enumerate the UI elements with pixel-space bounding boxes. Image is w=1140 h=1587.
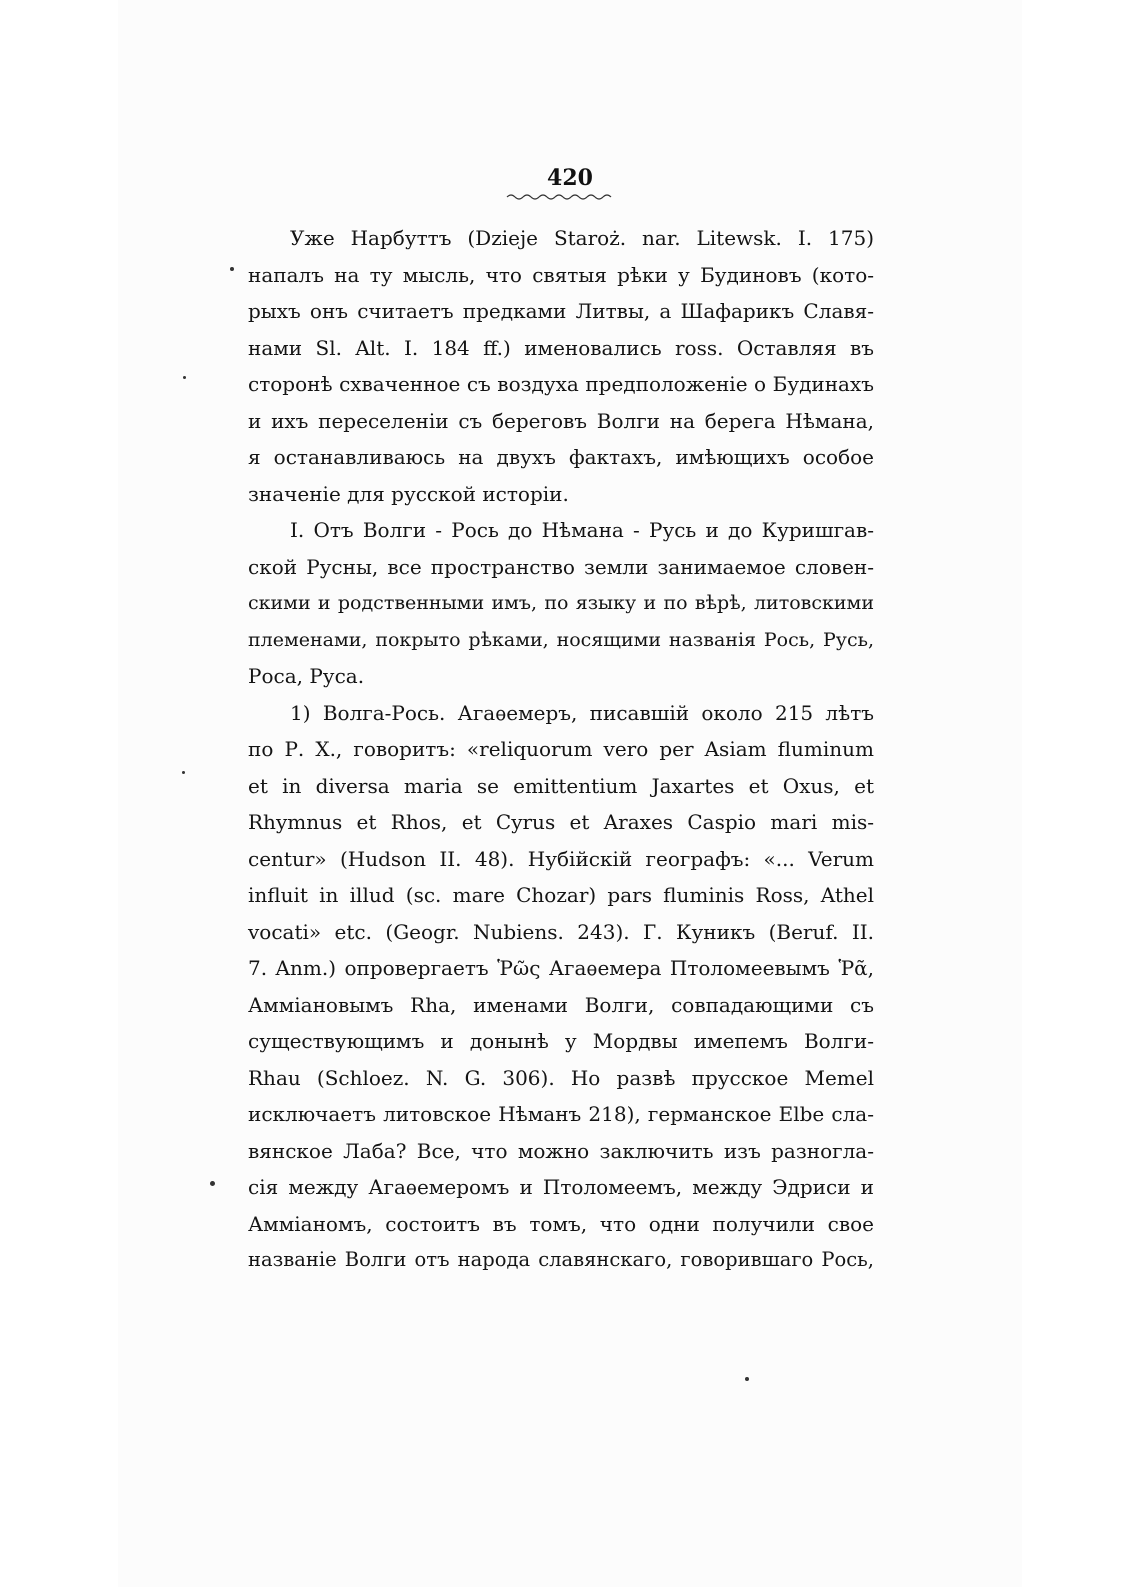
body-text [248,220,874,1279]
text-line: нами Sl. Alt. I. 184 ff.) именовались ross. Оставляя въ [248,335,874,360]
text-line: напалъ на ту мысль, что святыя рѣки у Будиновъ (кото- [248,262,874,287]
text-line: Амміановымъ Rha, именами Волги, совпадающими съ [248,992,874,1017]
text-line: существующимъ и донынѣ у Мордвы имепемъ Волги- [248,1029,874,1053]
page-number: 420 [547,165,593,191]
text-line: I. Отъ Волги - Рось до Нѣмана - Русь и до Куришгав- [290,518,874,542]
margin-dot-1 [230,267,234,271]
text-line: Роса, Руса. [248,664,365,688]
text-line: et in diversa maria se emittentium Jaxartes et Oxus, et [248,773,874,798]
text-line: Rhau (Schloez. N. G. 306). Но развѣ прусское Memel [248,1065,874,1090]
text-line: influit in illud (sc. mare Chozar) pars fluminis Ross, Athel [248,883,874,907]
text-line: centur» (Hudson II. 48). Нубійскій географъ: «... Verum [248,846,874,871]
text-line: скими и родственными имъ, по языку и по вѣрѣ, литовскими [248,592,874,614]
header-ornament [505,192,617,202]
text-line: племенами, покрыто рѣками, носящими названія Рось, Русь, [248,628,874,651]
text-line: ской Русны, все пространство земли занимаемое словен- [248,554,874,579]
text-line: названіе Волги отъ народа славянскаго, говорившаго Рось, [248,1248,874,1271]
text-line: исключаетъ литовское Нѣманъ 218), германское Elbe сла- [248,1102,874,1126]
text-line: рыхъ онъ считаетъ предками Литвы, а Шафарикъ Славя- [248,299,874,323]
text-line: 7. Anm.) опровергаетъ Ῥῶς Агаѳемера Птоломеевымъ Ῥᾶ, [248,956,874,980]
text-line: сторонѣ схваченное съ воздуха предположеніе о Будинахъ [248,372,874,396]
text-line: значеніе для русской исторіи. [248,481,569,506]
text-line: Rhymnus et Rhos, et Cyrus et Araxes Caspio mari mis- [248,810,874,834]
page-header [0,166,1140,190]
text-line: vocati» etc. (Geogr. Nubiens. 243). Г. Куникъ (Beruf. II. [248,919,874,944]
text-line: по Р. X., говоритъ: «reliquorum vero per Asiam fluminum [248,737,874,761]
margin-dot-3 [182,771,185,774]
margin-dot-5 [745,1377,749,1381]
text-line: я останавливаюсь на двухъ фактахъ, имѣющихъ особое [248,445,874,469]
margin-dot-2 [183,376,186,379]
text-line: и ихъ переселеніи съ береговъ Волги на берега Нѣмана, [248,408,874,433]
text-line: Уже Нарбуттъ (Dzieje Staroż. nar. Litewsk. I. 175) [290,226,874,250]
text-line: 1) Волга-Рось. Агаѳемеръ, писавшій около 215 лѣтъ [290,700,874,725]
margin-dot-4 [210,1181,215,1186]
text-line: вянское Лаба? Все, что можно заключить изъ разногла- [248,1138,874,1163]
text-line: Амміаномъ, состоитъ въ томъ, что одни получили свое [248,1211,874,1236]
text-line: сія между Агаѳемеромъ и Птоломеемъ, между Эдриси и [248,1175,874,1199]
